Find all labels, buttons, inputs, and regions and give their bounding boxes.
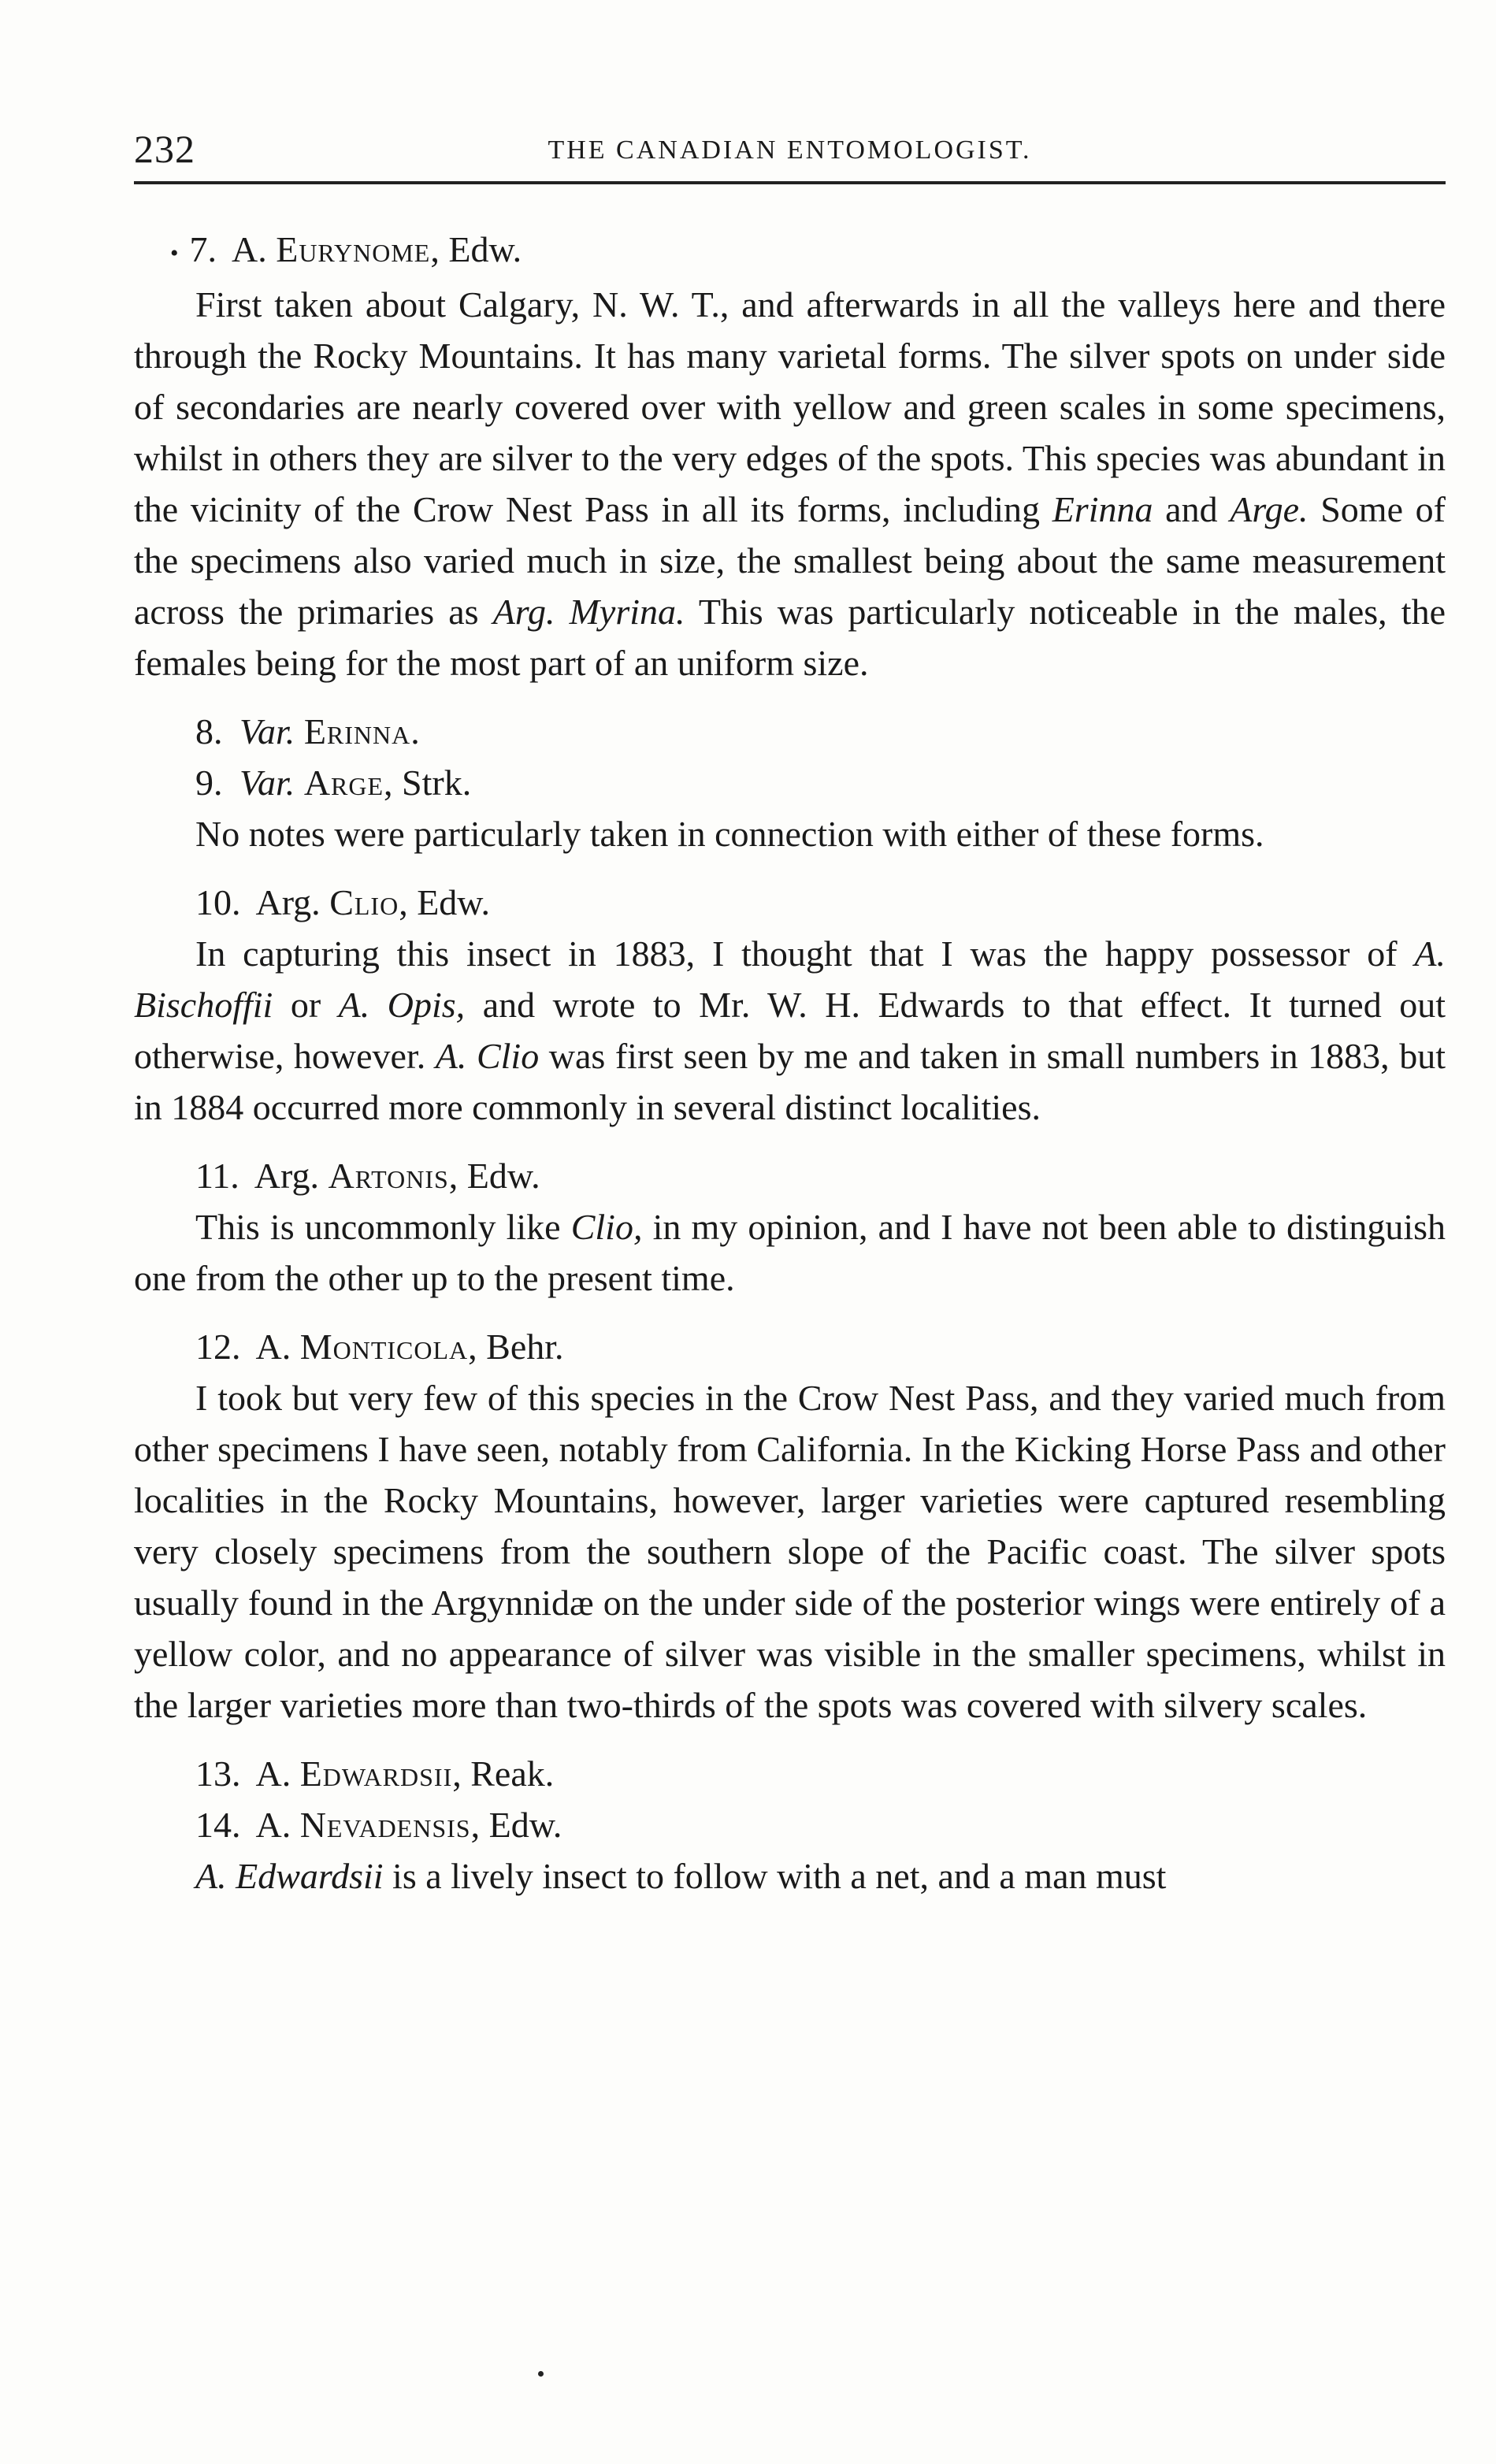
page-number: 232 bbox=[134, 127, 195, 171]
italic-run: A. Clio bbox=[435, 1035, 540, 1076]
entry-11-artonis bbox=[134, 1150, 1446, 1201]
paragraph-erinna-arge bbox=[134, 808, 1446, 859]
paragraph-monticola bbox=[134, 1372, 1446, 1731]
entry-genus: A. bbox=[255, 1804, 291, 1845]
italic-run: Clio, bbox=[570, 1206, 643, 1247]
entry-author: , Strk. bbox=[384, 762, 472, 803]
bullet-mark: • bbox=[170, 239, 179, 266]
text-run: I took but very few of this species in the Crow Nest Pass, and they varied much from other specimens I have seen, notably from California. In the Kicking Horse Pass and other localities in the Rocky Mountains, however, larger varieties were captured resembling very closely specimens from the southern slope of the Pacific coast. The silver spots usually found in the Argynnidæ on the under side of the posterior wings were entirely of a yellow color, and no appearance of silver was visible in the smaller specimens, whilst in the larger varieties more than two-thirds of the spots was covered with silvery scales. bbox=[134, 1377, 1446, 1725]
text-run: No notes were particularly taken in connection with either of these forms. bbox=[195, 813, 1264, 854]
text-run: and wrote to Mr. W. H. Edwards to that effect. It turned out otherwise, however. bbox=[134, 984, 1446, 1076]
text-run: This is uncommonly like bbox=[195, 1206, 571, 1247]
italic-run: A. Opis, bbox=[338, 984, 466, 1025]
entry-8-erinna bbox=[134, 706, 1446, 757]
entry-species: Nevadensis bbox=[299, 1804, 471, 1845]
entry-number: 13. bbox=[195, 1753, 241, 1794]
entry-species: Edwardsii bbox=[299, 1753, 453, 1794]
text-run: in my opinion, and I have not been able to distinguish one from the other up to the present time. bbox=[134, 1206, 1446, 1298]
italic-run: Erinna bbox=[1052, 488, 1153, 529]
entry-species: Monticola bbox=[299, 1326, 469, 1367]
paragraph-eurynome bbox=[134, 279, 1446, 688]
entry-species: Arge bbox=[303, 762, 384, 803]
page-header bbox=[134, 118, 1446, 184]
entry-number: 12. bbox=[195, 1326, 241, 1367]
paragraph-clio bbox=[134, 928, 1446, 1133]
paragraph-artonis bbox=[134, 1201, 1446, 1304]
entry-var: Var. bbox=[239, 762, 295, 803]
document-page bbox=[134, 118, 1446, 1919]
entry-genus: A. bbox=[255, 1753, 291, 1794]
entry-9-arge bbox=[134, 757, 1446, 808]
entry-author: , Reak. bbox=[452, 1753, 555, 1794]
entry-author: , Edw. bbox=[399, 881, 491, 922]
running-head: THE CANADIAN ENTOMOLOGIST. bbox=[548, 135, 1032, 165]
entry-14-nevadensis bbox=[134, 1799, 1446, 1850]
text-run: and bbox=[1153, 488, 1231, 529]
entry-species: Erinna. bbox=[303, 711, 421, 751]
entry-species: Clio bbox=[329, 881, 399, 922]
entry-species: Artonis bbox=[328, 1155, 449, 1196]
paragraph-edwardsii bbox=[134, 1850, 1446, 1902]
entry-var: Var. bbox=[239, 711, 295, 751]
entry-genus: Arg. bbox=[254, 1155, 319, 1196]
entry-number: 7. bbox=[189, 229, 217, 269]
body-text bbox=[134, 224, 1446, 1902]
text-run: In capturing this insect in 1883, I thought that I was the happy possessor of bbox=[195, 933, 1415, 974]
text-run: Some of the specimens also varied much in size, the smallest being about the same measurement across the primaries as bbox=[134, 488, 1446, 632]
entry-genus: A. bbox=[231, 229, 267, 269]
italic-run: Arg. Myrina. bbox=[492, 591, 685, 632]
text-run: First taken about Calgary, N. W. T., and afterwards in all the valleys here and there through the Rocky Mountains. It has many varietal forms. The silver spots on under side of secondaries are nearly covered over with yellow and green scales in some specimens, whilst in others they are silver to the very edges of the spots. This species was abundant in the vicinity of the Crow Nest Pass in all its forms, including bbox=[134, 284, 1446, 529]
entry-author: , Edw. bbox=[448, 1155, 540, 1196]
text-run: or bbox=[273, 984, 339, 1025]
entry-author: , Edw. bbox=[470, 1804, 562, 1845]
entry-7-eurynome bbox=[134, 224, 1446, 279]
entry-number: 9. bbox=[195, 762, 223, 803]
entry-number: 8. bbox=[195, 711, 223, 751]
italic-run: A. Bischoffii bbox=[134, 933, 1446, 1025]
entry-10-clio bbox=[134, 877, 1446, 928]
text-run: This was particularly noticeable in the males, the females being for the most part of an uniform size. bbox=[134, 591, 1446, 683]
entry-13-edwardsii bbox=[134, 1748, 1446, 1799]
entry-author: , Edw. bbox=[430, 229, 522, 269]
entry-12-monticola bbox=[134, 1321, 1446, 1372]
entry-genus: A. bbox=[255, 1326, 291, 1367]
entry-number: 14. bbox=[195, 1804, 241, 1845]
entry-number: 11. bbox=[195, 1155, 239, 1196]
text-run: was first seen by me and taken in small numbers in 1883, but in 1884 occurred more commonly in several distinct localities. bbox=[134, 1035, 1446, 1127]
text-run: is a lively insect to follow with a net, and a man must bbox=[383, 1855, 1167, 1896]
entry-author: , Behr. bbox=[468, 1326, 564, 1367]
entry-number: 10. bbox=[195, 881, 241, 922]
entry-species: Eurynome bbox=[276, 229, 431, 269]
italic-run: A. Edwardsii bbox=[195, 1855, 384, 1896]
italic-run: Arge. bbox=[1230, 488, 1309, 529]
entry-genus: Arg. bbox=[255, 881, 321, 922]
stray-mark bbox=[538, 2371, 544, 2377]
